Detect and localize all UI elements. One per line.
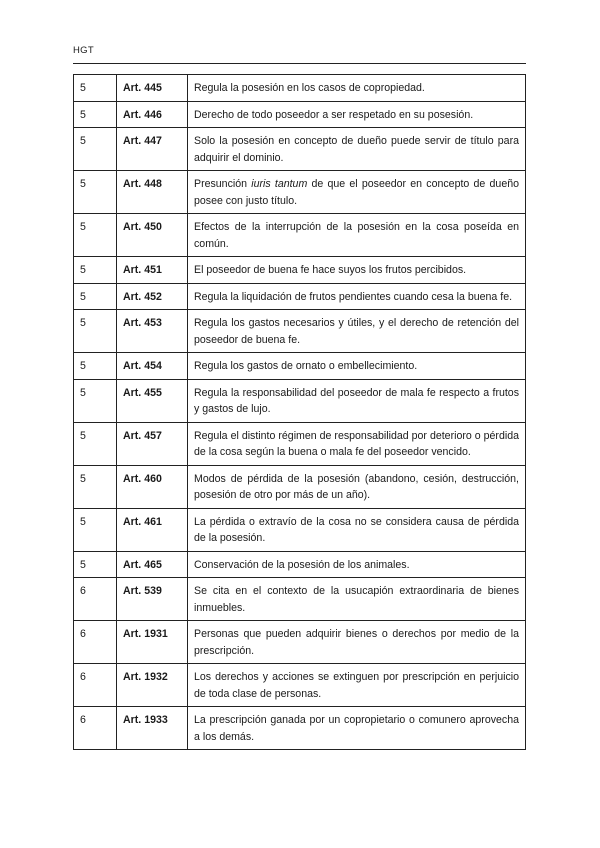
table-row [74,664,526,707]
article-cell: Art. 452 [117,283,188,310]
article-cell: Art. 454 [117,353,188,380]
article-cell: Art. 450 [117,214,188,257]
description-cell: Regula la posesión en los casos de copropiedad. [188,75,526,102]
table-row [74,353,526,380]
description-cell: Personas que pueden adquirir bienes o derechos por medio de la prescripción. [188,621,526,664]
header-divider [73,63,526,64]
description-cell: Se cita en el contexto de la usucapión extraordinaria de bienes inmuebles. [188,578,526,621]
description-cell: Conservación de la posesión de los animales. [188,551,526,578]
article-cell: Art. 451 [117,257,188,284]
table-row [74,551,526,578]
article-cell: Art. 465 [117,551,188,578]
book-cell: 5 [74,379,117,422]
description-cell: Regula la responsabilidad del poseedor de mala fe respecto a frutos y gastos de lujo. [188,379,526,422]
article-cell: Art. 1933 [117,707,188,750]
table-row [74,508,526,551]
article-cell: Art. 539 [117,578,188,621]
table-row [74,310,526,353]
book-cell: 5 [74,128,117,171]
description-cell: La pérdida o extravío de la cosa no se considera causa de pérdida de la posesión. [188,508,526,551]
article-cell: Art. 447 [117,128,188,171]
table-row [74,578,526,621]
description-cell: Regula los gastos necesarios y útiles, y el derecho de retención del poseedor de buena fe. [188,310,526,353]
table-row [74,707,526,750]
table-row [74,171,526,214]
article-cell: Art. 453 [117,310,188,353]
table-row [74,422,526,465]
article-cell: Art. 457 [117,422,188,465]
description-cell: Derecho de todo poseedor a ser respetado en su posesión. [188,101,526,128]
description-cell: Solo la posesión en concepto de dueño puede servir de título para adquirir el dominio. [188,128,526,171]
book-cell: 5 [74,171,117,214]
book-cell: 5 [74,508,117,551]
table-row [74,101,526,128]
table-row [74,257,526,284]
book-cell: 5 [74,353,117,380]
description-cell: Modos de pérdida de la posesión (abandono, cesión, destrucción, posesión de otro por más de un año). [188,465,526,508]
description-cell: La prescripción ganada por un copropietario o comunero aprovecha a los demás. [188,707,526,750]
description-cell: Regula los gastos de ornato o embellecimiento. [188,353,526,380]
table-row [74,283,526,310]
description-cell: Efectos de la interrupción de la posesión en la cosa poseída en común. [188,214,526,257]
table-row [74,128,526,171]
table-row [74,465,526,508]
article-cell: Art. 1931 [117,621,188,664]
article-cell: Art. 446 [117,101,188,128]
book-cell: 5 [74,214,117,257]
description-italic-term: iuris tantum [251,178,308,190]
book-cell: 5 [74,551,117,578]
description-cell: Regula la liquidación de frutos pendientes cuando cesa la buena fe. [188,283,526,310]
book-cell: 5 [74,101,117,128]
article-cell: Art. 455 [117,379,188,422]
page-header-label: HGT [73,45,94,56]
article-cell: Art. 1932 [117,664,188,707]
description-text: de que el poseedor en concepto de dueño posee con justo título. [194,178,519,207]
description-cell [188,171,526,214]
book-cell: 5 [74,465,117,508]
description-text: Presunción [194,178,252,190]
book-cell: 5 [74,283,117,310]
article-cell: Art. 461 [117,508,188,551]
book-cell: 6 [74,578,117,621]
description-cell: Los derechos y acciones se extinguen por prescripción en perjuicio de toda clase de personas. [188,664,526,707]
table-row [74,621,526,664]
table-row [74,214,526,257]
articles-table [73,74,526,750]
article-cell: Art. 460 [117,465,188,508]
book-cell: 5 [74,257,117,284]
book-cell: 6 [74,621,117,664]
description-cell: Regula el distinto régimen de responsabilidad por deterioro o pérdida de la cosa según la buena o mala fe del poseedor vencido. [188,422,526,465]
book-cell: 6 [74,664,117,707]
description-cell: El poseedor de buena fe hace suyos los frutos percibidos. [188,257,526,284]
article-cell: Art. 445 [117,75,188,102]
book-cell: 5 [74,75,117,102]
article-cell: Art. 448 [117,171,188,214]
table-row [74,75,526,102]
book-cell: 5 [74,422,117,465]
book-cell: 5 [74,310,117,353]
table-row [74,379,526,422]
book-cell: 6 [74,707,117,750]
